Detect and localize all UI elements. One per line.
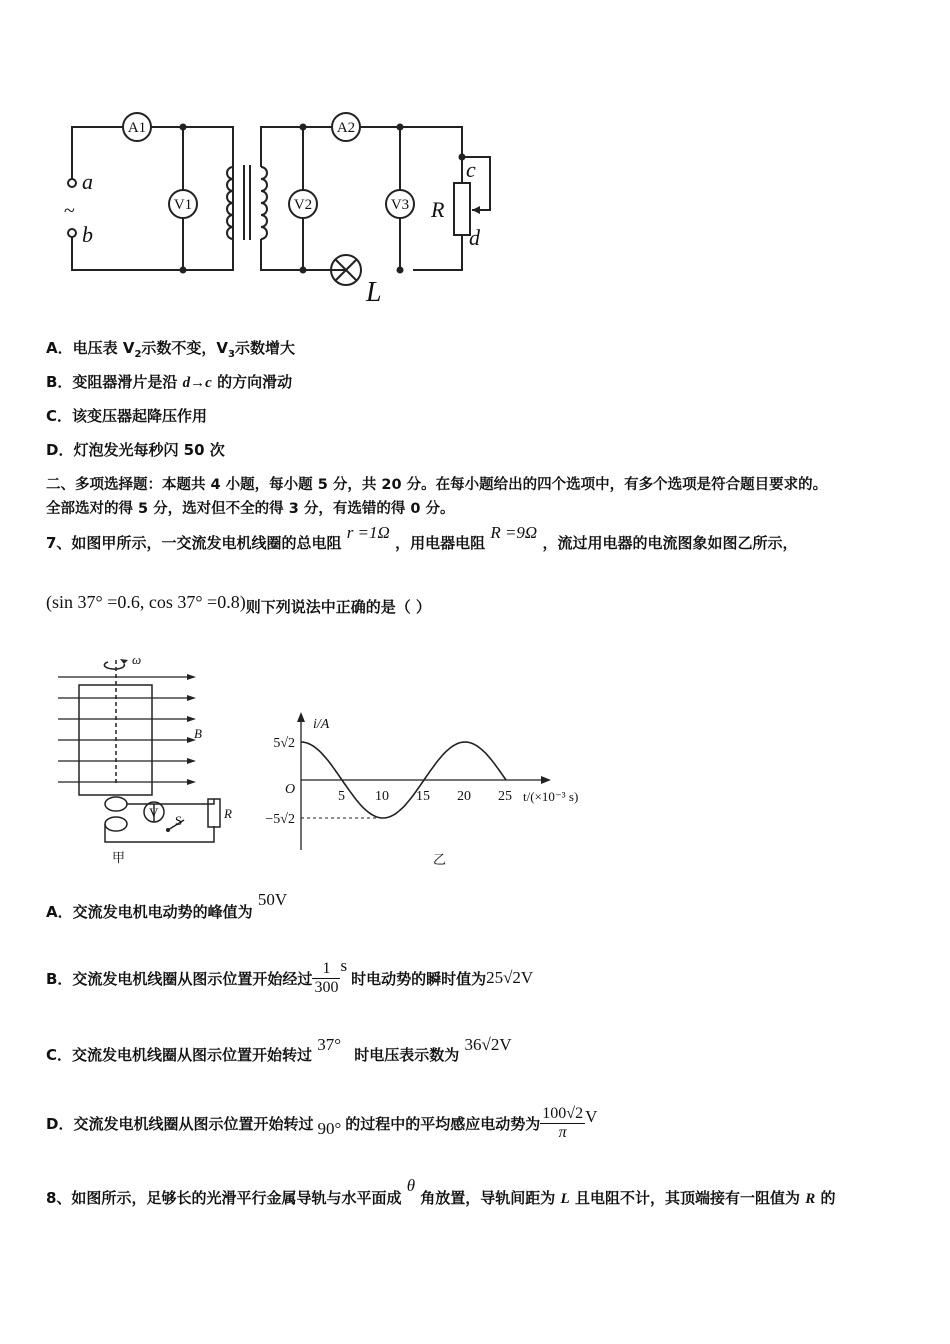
figure-yi-current-chart bbox=[255, 710, 615, 870]
switch-s-label: S bbox=[175, 813, 183, 828]
y-tick-label: 5√2 bbox=[273, 736, 295, 751]
ac-symbol: ~ bbox=[64, 200, 75, 222]
x-tick-label: 10 bbox=[375, 789, 389, 804]
q6-option-b: B．变阻器滑片是沿 d→c 的方向滑动 bbox=[46, 373, 293, 391]
ammeter-a1-label: A1 bbox=[127, 120, 147, 136]
section2-line1: 二、多项选择题：本题共 4 小题，每小题 5 分，共 20 分。在每小题给出的四个选项中，有多个选项是符合题目要求的。 bbox=[46, 477, 828, 493]
q7-option-a-value: 50V bbox=[257, 890, 288, 909]
y-axis-arrow bbox=[297, 712, 305, 722]
q7-option-b: B．交流发电机线圈从图示位置开始经过 $\frac{1}{300}$ s 时电动势的瞬时值为 25√2V bbox=[46, 956, 534, 996]
q8-stem: 8、如图所示，足够长的光滑平行金属导轨与水平面成 θ 角放置，导轨间距为 L 且电阻不计，其顶端接有一阻值为 R 的 bbox=[46, 1176, 836, 1207]
x-tick-label: 20 bbox=[457, 789, 471, 804]
x-tick-label: 15 bbox=[416, 789, 430, 804]
y-axis-label: i/A bbox=[313, 717, 330, 732]
resistor-r-label: R bbox=[224, 806, 232, 821]
q7-trig-values: (sin 37° =0.6, cos 37° =0.8) bbox=[46, 592, 246, 612]
figure-jia-generator bbox=[50, 650, 250, 870]
omega-label: ω bbox=[132, 652, 142, 667]
q7-R-equation: R =9Ω bbox=[490, 523, 538, 542]
q7-stem-line1: 7、如图甲所示，一交流发电机线圈的总电阻 r =1Ω ，用电器电阻 R =9Ω ，流过用电器的电流图象如图乙所示， bbox=[46, 523, 798, 552]
x-axis-label: t/(×10⁻³ s) bbox=[523, 789, 579, 804]
q6-option-a: A．电压表 $V_2$示数不变，$V_3$示数增大 bbox=[46, 339, 296, 360]
voltmeter-v2-label: V2 bbox=[293, 197, 313, 213]
q7-r-equation: r =1Ω bbox=[346, 523, 390, 542]
q7-stem-line2: (sin 37° =0.6, cos 37° =0.8)则下列说法中正确的是（ ） bbox=[46, 592, 431, 616]
x-tick-label: 25 bbox=[498, 789, 512, 804]
transformer-circuit-figure bbox=[50, 105, 520, 315]
q7-option-c-angle: 37° bbox=[317, 1035, 342, 1054]
q7-option-d: D．交流发电机线圈从图示位置开始转过 90° 的过程中的平均感应电动势为 $\frac{100√2}{\pi}$ V bbox=[46, 1104, 598, 1141]
voltmeter-label: V bbox=[149, 805, 159, 820]
field-b-label: B bbox=[194, 726, 202, 741]
q7-option-d-fraction: $\frac{100√2}{\pi}$ bbox=[542, 1104, 584, 1141]
figure-jia-caption: 甲 bbox=[112, 850, 126, 865]
q7-option-b-value: 25√2V bbox=[486, 968, 534, 987]
terminal-b-label: b bbox=[82, 222, 93, 247]
y-tick-label: −5√2 bbox=[265, 812, 295, 827]
q7-option-c-value: 36√2V bbox=[464, 1035, 512, 1054]
voltmeter-v1-label: V1 bbox=[173, 197, 193, 213]
q6-option-c: C．该变压器起降压作用 bbox=[46, 407, 208, 425]
section2-line2: 全部选对的得 5 分，选对但不全的得 3 分，有选错的得 0 分。 bbox=[46, 501, 455, 517]
q7-option-b-fraction: $\frac{1}{300}$ bbox=[314, 959, 339, 996]
q7-option-d-angle: 90° bbox=[317, 1119, 342, 1138]
q7-option-c: C．交流发电机线圈从图示位置开始转过 37° 时电压表示数为 36√2V bbox=[46, 1035, 512, 1064]
ammeter-a2-label: A2 bbox=[336, 120, 356, 136]
rheostat-d-label: d bbox=[469, 225, 480, 250]
q8-theta: θ bbox=[406, 1176, 416, 1195]
q7-option-a: A．交流发电机电动势的峰值为 50V bbox=[46, 890, 288, 921]
q6-option-d: D．灯泡发光每秒闪 50 次 bbox=[46, 441, 225, 459]
figure-yi-caption: 乙 bbox=[433, 852, 447, 867]
lamp-l-label: L bbox=[366, 277, 382, 308]
rheostat-c-label: c bbox=[466, 157, 476, 182]
origin-label: O bbox=[285, 782, 296, 797]
rheostat-r-label: R bbox=[431, 197, 445, 222]
voltmeter-v3-label: V3 bbox=[390, 197, 410, 213]
x-axis-arrow bbox=[541, 776, 551, 784]
x-tick-label: 5 bbox=[338, 789, 345, 804]
terminal-a-label: a bbox=[82, 169, 93, 194]
